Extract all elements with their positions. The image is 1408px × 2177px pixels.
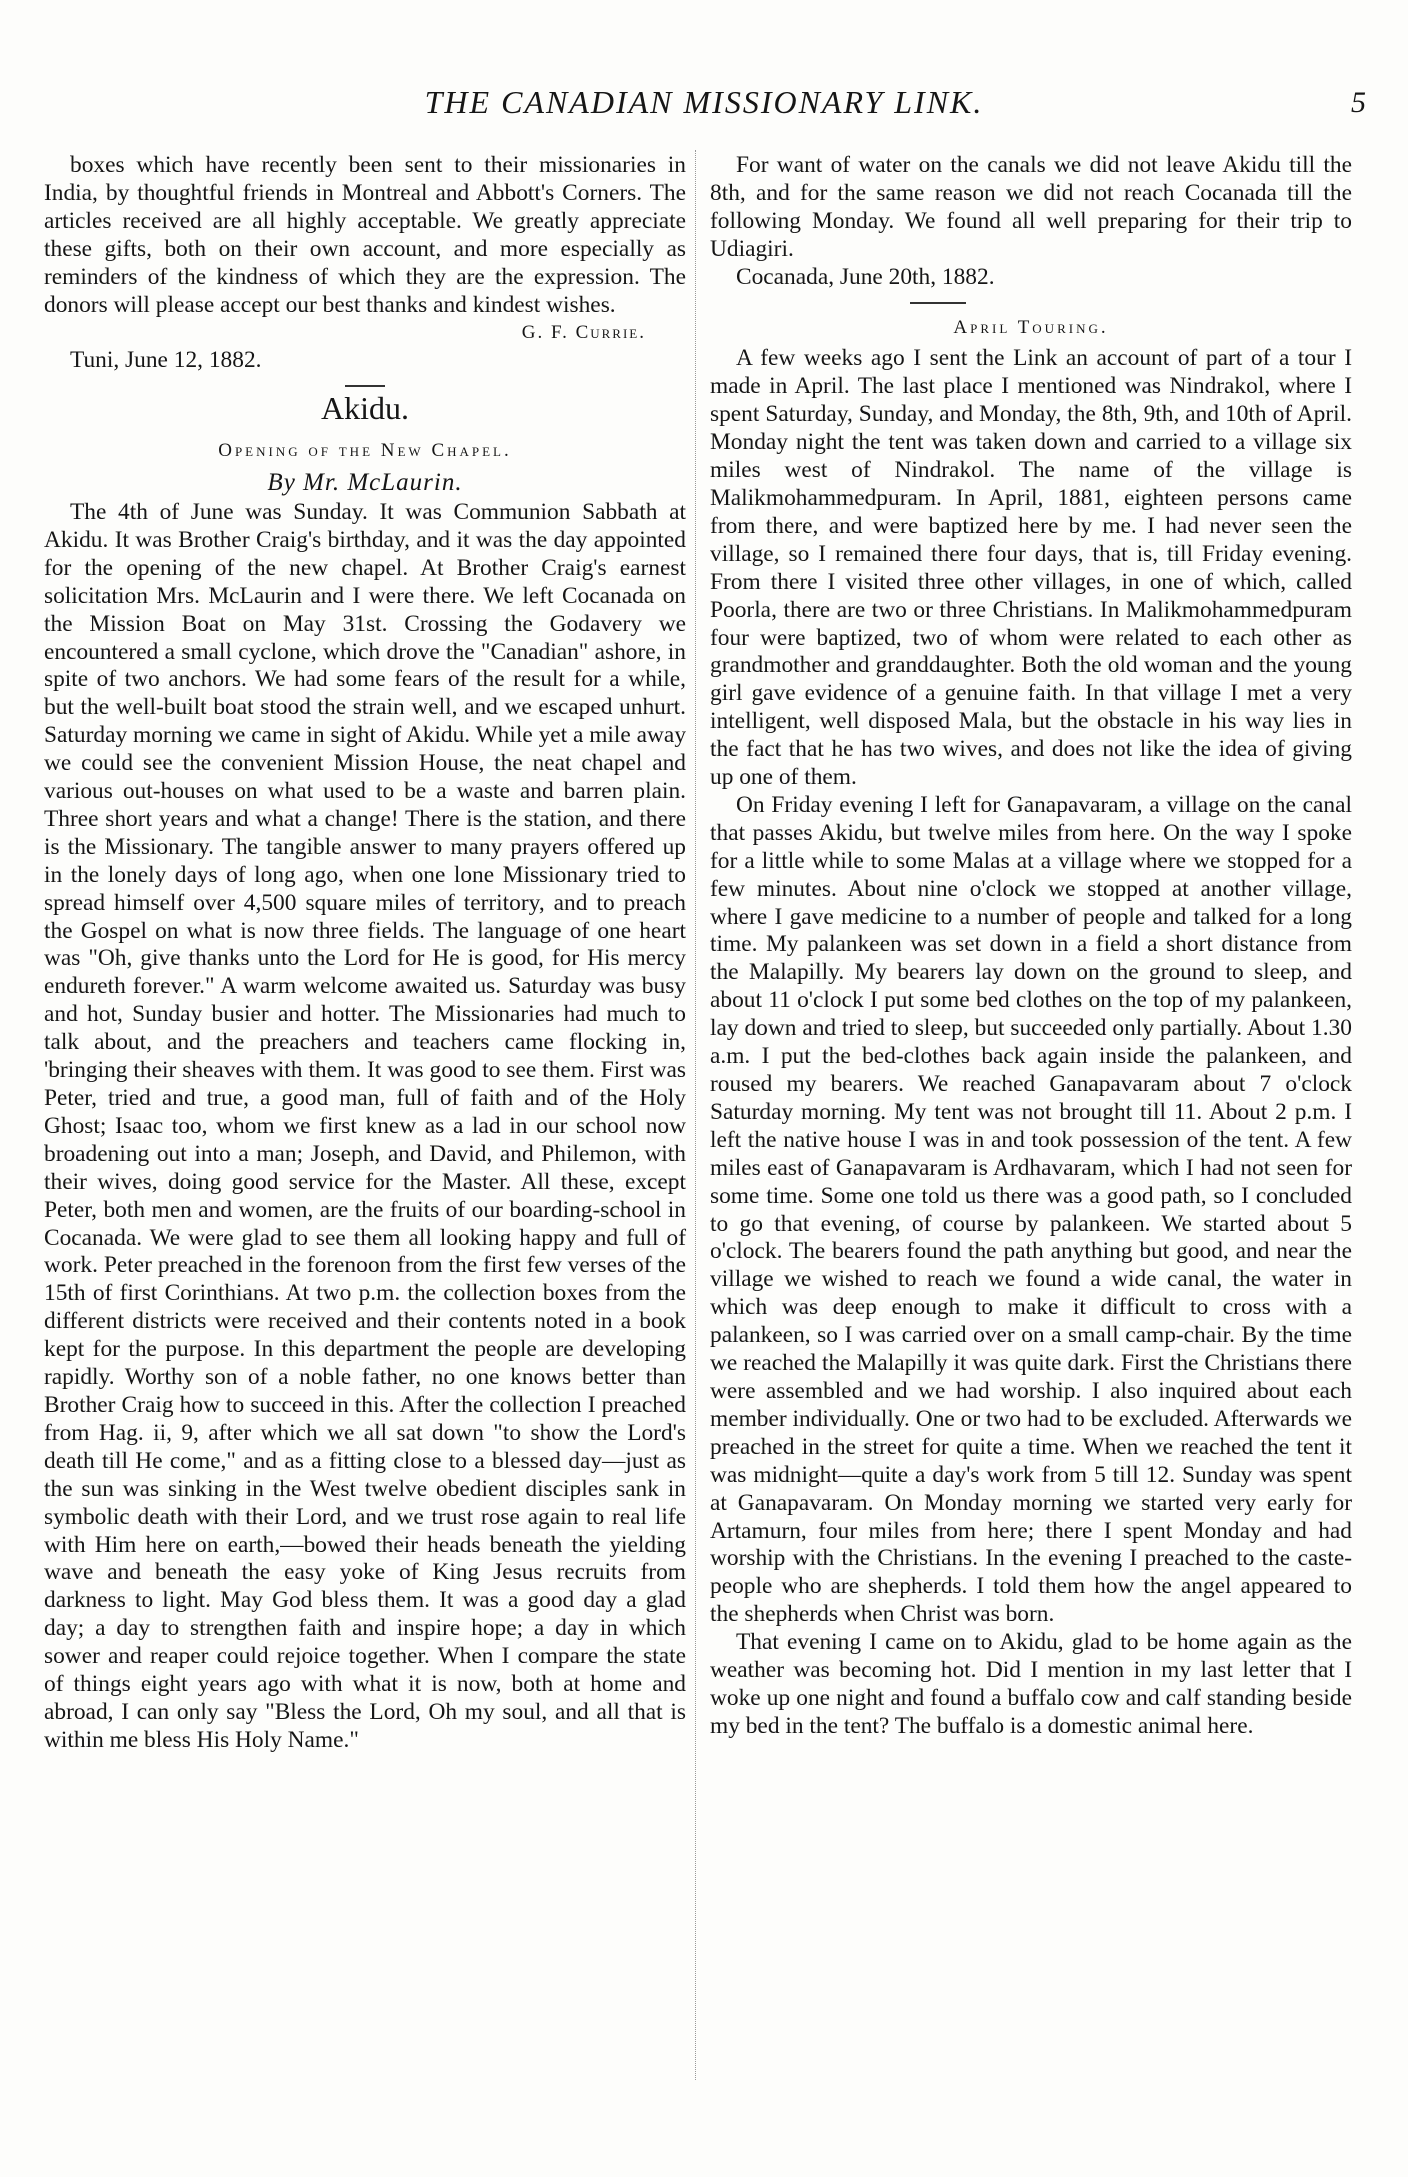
running-head: [0, 80, 1408, 130]
article-paragraph: That evening I came on to Akidu, glad to be home again as the weather was becoming hot. Did I mention in my last letter that I woke up one night and found a buffalo cow and calf standing beside my bed in the tent? The buffalo is a domestic animal here.: [710, 1629, 1352, 1739]
dateline: Tuni, June 12, 1882.: [70, 347, 262, 374]
dateline: Cocanada, June 20th, 1882.: [736, 263, 995, 290]
column-divider: [695, 150, 697, 2080]
left-column: [44, 152, 686, 1755]
section-separator: [910, 302, 966, 304]
section-title: Akidu.: [321, 390, 409, 427]
subheading: Opening of the New Chapel.: [218, 440, 512, 462]
article-body: The 4th of June was Sunday. It was Communion Sabbath at Akidu. It was Brother Craig's birthday, and it was the day appointed for the opening of the new chapel. At Brother Craig's earnest solicitation Mrs. McLaurin and I were there. We left Cocanada on the Mission Boat on May 31st. Crossing the Godavery we encountered a small cyclone, which drove the "Canadian" ashore, in spite of two anchors. We had some fears of the result for a while, but the well-built boat stood the strain well, and we escaped unhurt. Saturday morning we came in sight of Akidu. While yet a mile away we could see the convenient Mission House, the neat chapel and various out-houses on what used to be a waste and barren plain. Three short years and what a change! There is the station, and there is the Missionary. The tangible answer to many prayers offered up in the lonely days of long ago, when one lone Missionary tried to spread himself over 4,500 square miles of territory, and to preach the Gospel on what is now three fields. The language of one heart was "Oh, give thanks unto the Lord for He is good, for His mercy endureth forever." A warm welcome awaited us. Saturday was busy and hot, Sunday busier and hotter. The Missionaries had much to talk about, and the preachers and teachers came flocking in, 'bringing their sheaves with them. It was good to see them. First was Peter, tried and true, a good man, full of faith and of the Holy Ghost; Isaac too, whom we first knew as a lad in our school now broadening out into a man; Joseph, and David, and Philemon, with their wives, doing good service for the Master. All these, except Peter, both men and women, are the fruits of our boarding-school in Cocanada. We were glad to see them all looking happy and full of work. Peter preached in the forenoon from the first few verses of the 15th of first Corinthians. At two p.m. the collection boxes from the different districts were received and their contents noted in a book kept for the purpose. In this department the people are developing rapidly. Worthy son of a noble father, no one knows better than Brother Craig how to succeed in this. After the collection I preached from Hag. ii, 9, after which we all sat down "to show the Lord's death till He come," and as a fitting close to a blessed day—just as the sun was sinking in the West twelve obedient disciples sank in symbolic death with their Lord, and we trust rose again to real life with Him here on earth,—bowed their heads beneath the yielding wave and beneath the easy yoke of King Jesus recruits from darkness to light. May God bless them. It was a good day a glad day; a day to strengthen faith and inspire hope; a day in which sower and reaper could rejoice together. When I compare the state of things eight years ago with what it is now, both at home and abroad, I can only say "Bless the Lord, Oh my soul, and all that is within me bless His Holy Name.": [44, 498, 687, 1753]
signature: G. F. Currie.: [521, 322, 646, 344]
intro-paragraph: boxes which have recently been sent to their missionaries in India, by thoughtful friends in Montreal and Abbott's Corners. The articles received are all highly acceptable. We greatly appreciate these gifts, both on their own account, and more especially as reminders of the kindness of which they are the expression. The donors will please accept our best thanks and kindest wishes.: [44, 152, 686, 318]
section-separator: [345, 385, 385, 387]
publication-title: THE CANADIAN MISSIONARY LINK.: [424, 84, 984, 120]
article-paragraph: On Friday evening I left for Ganapavaram, a village on the canal that passes Akidu, but twelve miles from here. On the way I spoke for a little while to some Malas at a village where we stopped for a few minutes. About nine o'clock we stopped at another village, where I gave medicine to a number of people and talked for a long time. My palankeen was set down in a field a short distance from the Malapilly. My bearers lay down on the ground to sleep, and about 11 o'clock I put some bed clothes on the top of my palankeen, lay down and tried to sleep, but succeeded only partially. About 1.30 a.m. I put the bed-clothes back again inside the palankeen, and roused my bearers. We reached Ganapavaram about 7 o'clock Saturday morning. My tent was not brought till 11. About 2 p.m. I left the native house I was in and took possession of the tent. A few miles east of Ganapavaram is Ardhavaram, which I had not seen for some time. Some one told us there was a good path, so I concluded to go that evening, of course by palankeen. We started about 5 o'clock. The bearers found the path anything but good, and near the village we wished to reach we found a wide canal, the water in which was deep enough to make it difficult to cross with a palankeen, so I was carried over on a small camp-chair. By the time we reached the Malapilly it was quite dark. First the Christians there were assembled and we had worship. I also inquired about each member individually. One or two had to be excluded. Afterwards we preached in the street for quite a time. When we reached the tent it was midnight—quite a day's work from 5 till 12. Sunday was spent at Ganapavaram. On Monday morning we started very early for Artamurn, four miles from here; there I spent Monday and had worship with the Christians. In the evening I preached to the caste-people who are shepherds. I told them how the angel appeared to the shepherds when Christ was born.: [710, 791, 1352, 1628]
signature-line: [44, 319, 686, 347]
byline: By Mr. McLaurin.: [267, 469, 463, 497]
subheading: April Touring.: [953, 316, 1109, 338]
article-paragraph: A few weeks ago I sent the Link an account of part of a tour I made in April. The last place I mentioned was Nindrakol, where I spent Saturday, Sunday, and Monday, the 8th, 9th, and 10th of April. Monday night the tent was taken down and carried to a village six miles west of Nindrakol. The name of the village is Malikmohammedpuram. In April, 1881, eighteen persons came from there, and were baptized here by me. I had never seen the village, so I remained there four days, that is, till Friday evening. From there I visited three other villages, in one of which, called Poorla, there are two or three Christians. In Malikmohammedpuram four were baptized, two of whom were related to each other as grandmother and granddaughter. Both the old woman and the young girl gave evidence of a genuine faith. In that village I met a very intelligent, well disposed Mala, but the obstacle in his way lies in the fact that he has two wives, and does not like the idea of giving up one of them.: [710, 345, 1352, 791]
page-number: 5: [1351, 86, 1366, 119]
right-column: [710, 152, 1352, 1741]
opening-paragraph: For want of water on the canals we did not leave Akidu till the 8th, and for the same reason we did not reach Cocanada till the following Monday. We found all well preparing for their trip to Udiagiri.: [710, 152, 1352, 262]
